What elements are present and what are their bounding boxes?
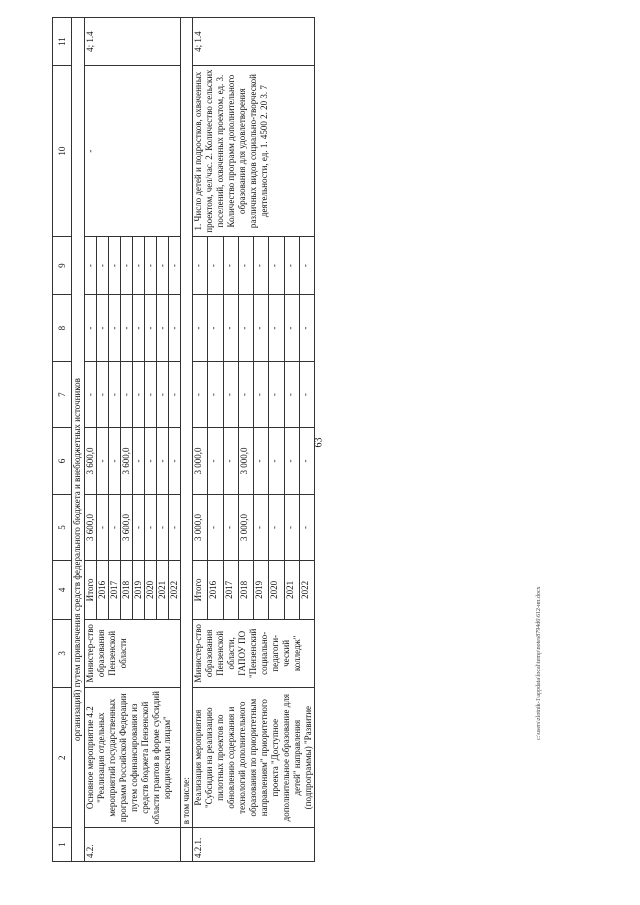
row-4-2-value-c8: - [157, 295, 169, 361]
row-4-2-value-c8: - [133, 295, 145, 361]
row-4-2-value-c8: - [109, 295, 121, 361]
row-4-2-1-value-c8: - [299, 295, 314, 361]
row-4-2-value-c6: 3 600,0 [85, 428, 97, 494]
col-num-2: 2 [53, 688, 72, 828]
row-4-2-1-number: 4.2.1. [193, 828, 315, 862]
row-4-2-1-value-c5: 3 000,0 [193, 494, 208, 560]
row-4-2-value-c8: - [145, 295, 157, 361]
row-4-2-value-c9: - [121, 237, 133, 295]
row-4-2-value-c6: - [169, 428, 181, 494]
col-num-7: 7 [53, 361, 72, 427]
row-4-2-value-c9: - [85, 237, 97, 295]
col-num-11: 11 [53, 18, 72, 66]
row-4-2-1-value-c5: 3 000,0 [238, 494, 253, 560]
row-4-2-name: Основное мероприятие 4.2 "Реализация отдельных мероприятий государственных программ Российской Федерации путем софинансирования из средств бюджета Пензенской области грантов в форме субсидий юридическим лицам" [85, 688, 181, 828]
row-4-2-value-c5: - [169, 494, 181, 560]
row-4-2-value-c9: - [109, 237, 121, 295]
row-4-2-1-value-c6: - [208, 428, 223, 494]
col-num-4: 4 [53, 561, 72, 619]
row-4-2-1-value-c9: - [254, 237, 269, 295]
row-4-2-1-value-c5: - [223, 494, 238, 560]
row-4-2-value-c5: - [97, 494, 109, 560]
funding-table [52, 17, 315, 862]
row-4-2-1-value-c8: - [193, 295, 208, 361]
row-4-2-1-value-c8: - [208, 295, 223, 361]
row-4-2-value-c9: - [157, 237, 169, 295]
row-4-2-1-value-c5: - [269, 494, 284, 560]
row-4-2-number: 4.2. [85, 828, 181, 862]
row-4-2-1-year: 2019 [254, 561, 269, 619]
row-4-2-year: 2022 [169, 561, 181, 619]
col-num-1: 1 [53, 828, 72, 862]
row-4-2-1-year: 2017 [223, 561, 238, 619]
row-4-2-1-value-c9: - [299, 237, 314, 295]
row-4-2-1-value-c5: - [254, 494, 269, 560]
row-4-2-1-value-c6: - [269, 428, 284, 494]
row-4-2-year: 2017 [109, 561, 121, 619]
row-4-2-1-executor: Министер-ство образования Пензенской области, ГАПОУ ПО "Пензенский социально-педагоги-ческий колледж" [193, 619, 315, 688]
row-4-2-value-c7: - [169, 361, 181, 427]
row-4-2-1-value-c7: - [284, 361, 299, 427]
row-4-2-1-value-c8: - [284, 295, 299, 361]
row-4-2-value-c5: - [109, 494, 121, 560]
row-4-2-task-ref: 4; 1.4 [85, 18, 181, 66]
row-4-2-1-value-c9: - [223, 237, 238, 295]
row-4-2-1-value-c9: - [208, 237, 223, 295]
row-4-2-value-c7: - [85, 361, 97, 427]
col-num-3: 3 [53, 619, 72, 688]
row-4-2-year: 2020 [145, 561, 157, 619]
row-4-2-indicators: - [85, 66, 181, 237]
row-4-2-1-value-c5: - [208, 494, 223, 560]
row-4-2-1-year: Итого [193, 561, 208, 619]
row-4-2-1-year: 2016 [208, 561, 223, 619]
page-number: 63 [313, 437, 325, 448]
row-4-2-value-c8: - [97, 295, 109, 361]
row-4-2-1-value-c7: - [254, 361, 269, 427]
including-row [181, 18, 193, 862]
row-4-2-1-year: 2020 [269, 561, 284, 619]
row-4-2-value-c6: - [145, 428, 157, 494]
col-num-8: 8 [53, 295, 72, 361]
row-4-2-1-value-c9: - [269, 237, 284, 295]
row-4-2-value-c6: - [133, 428, 145, 494]
row-4-2-value-c6: - [109, 428, 121, 494]
row-4-2-executor: Министер-ство образования Пензенской области [85, 619, 181, 688]
row-4-2-1-value-c7: - [193, 361, 208, 427]
row-4-2-1-value-c8: - [254, 295, 269, 361]
including-spacer [181, 828, 193, 862]
row-4-2-1-name: Реализация мероприятия "Субсидии на реализацию пилотных проектов по обновлению содержания и технологий дополнительного образования по приоритетным направлениям" приоритетного проекта "Доступное дополнительное образование для детей" направления (подпрограммы) "Развитие [193, 688, 315, 828]
row-4-2-1-year: 2022 [299, 561, 314, 619]
column-number-row [53, 18, 72, 862]
row-4-2-value-c7: - [133, 361, 145, 427]
row-4-2-1-value-c7: - [208, 361, 223, 427]
row-4-2-value-c9: - [133, 237, 145, 295]
row-4-2-value-c7: - [145, 361, 157, 427]
row-4-2-value-c5: 3 600,0 [121, 494, 133, 560]
row-4-2-value-c9: - [145, 237, 157, 295]
row-4-2-year: 2019 [133, 561, 145, 619]
row-4-2-year: Итого [85, 561, 97, 619]
row-4-2-value-c6: - [157, 428, 169, 494]
col-num-6: 6 [53, 428, 72, 494]
section-heading: организаций) путем привлечения средств федерального бюджета и внебюджетных источников [72, 18, 85, 862]
row-4-2-1-year: 2021 [284, 561, 299, 619]
row-4-2-year-row [85, 18, 97, 862]
row-4-2-1-value-c7: - [223, 361, 238, 427]
row-4-2-value-c6: - [97, 428, 109, 494]
row-4-2-value-c7: - [97, 361, 109, 427]
row-4-2-1-value-c6: - [299, 428, 314, 494]
col-num-5: 5 [53, 494, 72, 560]
row-4-2-value-c5: - [145, 494, 157, 560]
row-4-2-1-value-c6: - [254, 428, 269, 494]
including-label: в том числе: [181, 18, 193, 828]
row-4-2-value-c5: - [133, 494, 145, 560]
row-4-2-1-value-c6: - [223, 428, 238, 494]
row-4-2-1-value-c7: - [269, 361, 284, 427]
row-4-2-1-value-c5: - [299, 494, 314, 560]
row-4-2-value-c8: - [121, 295, 133, 361]
row-4-2-value-c7: - [121, 361, 133, 427]
row-4-2-value-c5: 3 600,0 [85, 494, 97, 560]
row-4-2-year: 2018 [121, 561, 133, 619]
row-4-2-1-value-c7: - [238, 361, 253, 427]
row-4-2-value-c5: - [157, 494, 169, 560]
row-4-2-1-value-c6: 3 000,0 [193, 428, 208, 494]
row-4-2-value-c9: - [169, 237, 181, 295]
row-4-2-1-value-c9: - [238, 237, 253, 295]
row-4-2-1-value-c8: - [223, 295, 238, 361]
row-4-2-1-value-c5: - [284, 494, 299, 560]
row-4-2-1-year: 2018 [238, 561, 253, 619]
row-4-2-1-value-c6: - [284, 428, 299, 494]
row-4-2-year: 2016 [97, 561, 109, 619]
row-4-2-value-c7: - [109, 361, 121, 427]
row-4-2-value-c7: - [157, 361, 169, 427]
row-4-2-value-c6: 3 600,0 [121, 428, 133, 494]
section-heading-row [72, 18, 85, 862]
row-4-2-1-value-c8: - [269, 295, 284, 361]
row-4-2-1-value-c9: - [193, 237, 208, 295]
row-4-2-1-indicators: 1. Число детей и подростков, охваченных проектом, чел/час. 2. Количество сельских поселений, охваченных проектом, ед. 3. Количество программ дополнительного образования для удовлетворения различных видов социально-творческой деятельности, ед. 1. 4500 2. 20 3. 7 [193, 66, 315, 237]
row-4-2-1-value-c6: 3 000,0 [238, 428, 253, 494]
row-4-2-1-value-c9: - [284, 237, 299, 295]
row-4-2-value-c9: - [97, 237, 109, 295]
col-num-9: 9 [53, 237, 72, 295]
row-4-2-value-c8: - [85, 295, 97, 361]
row-4-2-1-value-c8: - [238, 295, 253, 361]
row-4-2-value-c8: - [169, 295, 181, 361]
row-4-2-1-task-ref: 4; 1.4 [193, 18, 315, 66]
row-4-2-1-value-c7: - [299, 361, 314, 427]
footer-file-path: c:\users\zlotnik-1\appdata\local\temp\notes8794d6\612-нп.docx [536, 586, 542, 740]
row-4-2-1-year-row [193, 18, 208, 862]
col-num-10: 10 [53, 66, 72, 237]
row-4-2-year: 2021 [157, 561, 169, 619]
